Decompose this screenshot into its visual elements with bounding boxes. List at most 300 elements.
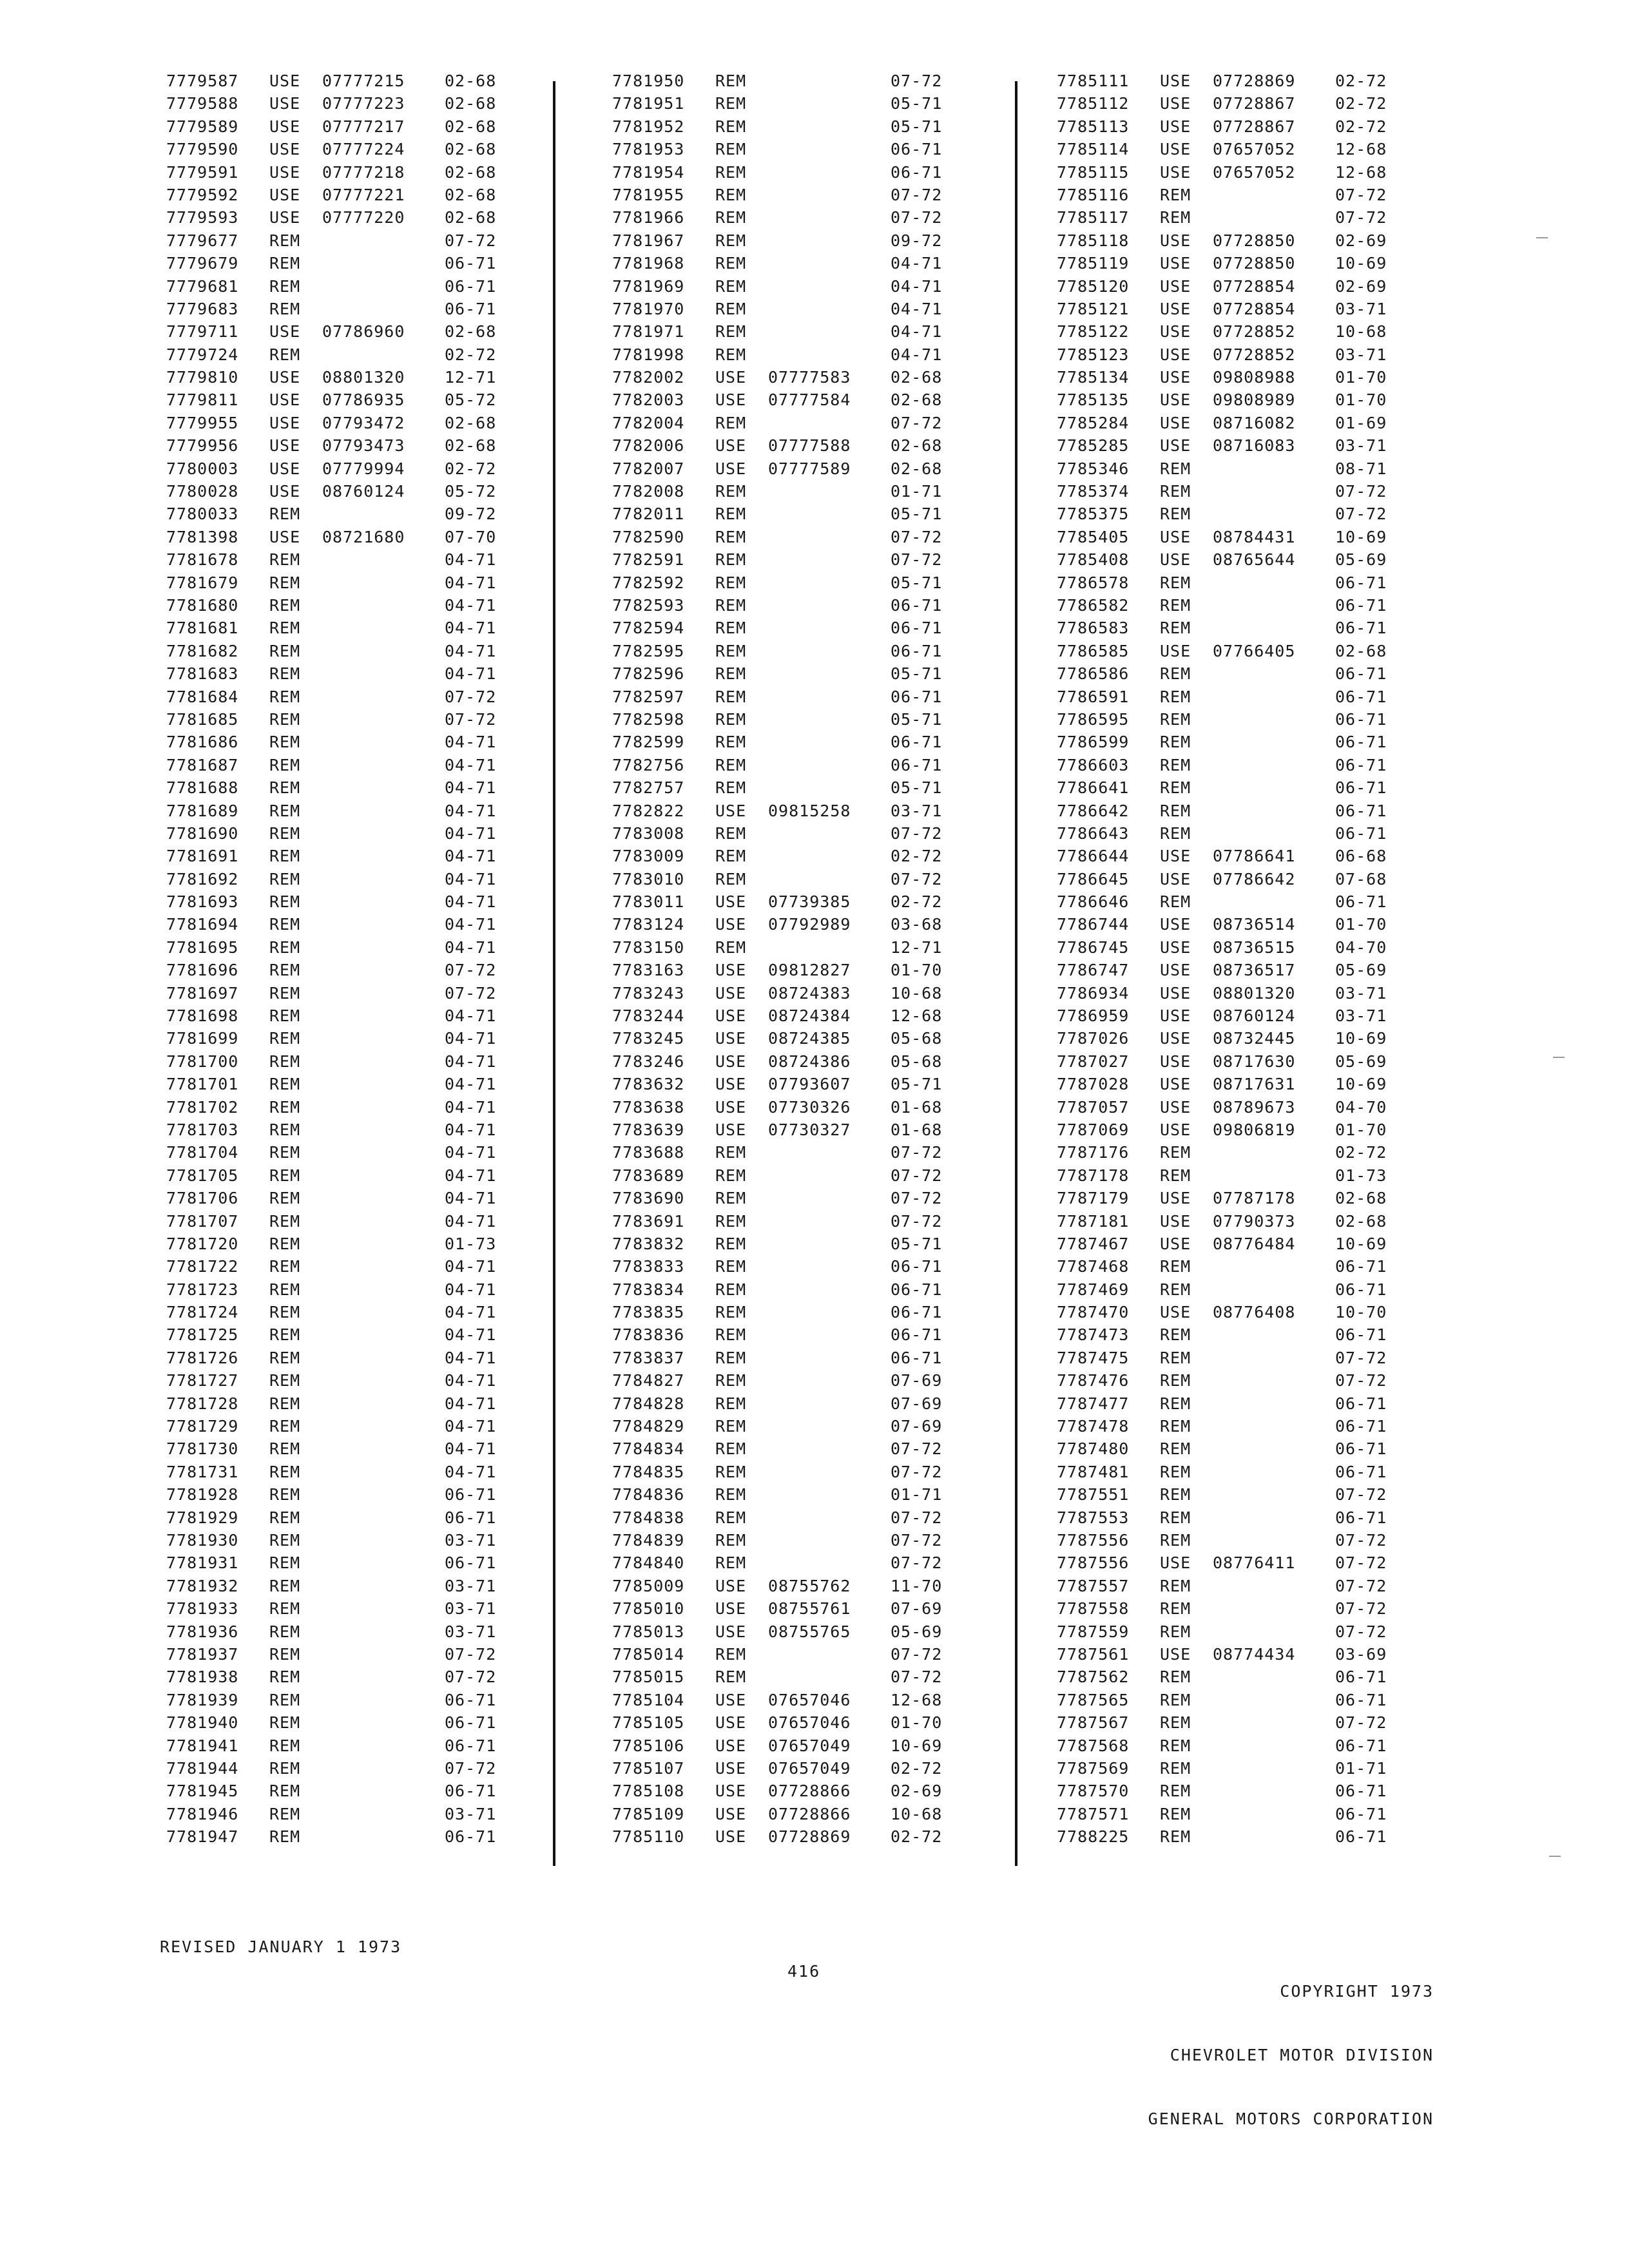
disposition-code: REM [1160,1758,1191,1778]
part-number: 7785015 [612,1667,685,1687]
disposition-code: REM [715,595,747,615]
listing-row [166,1392,522,1415]
part-number: 7785120 [1057,276,1130,296]
date-code: 06-71 [1335,1280,1387,1299]
listing-row [612,1255,968,1278]
replacement-part: 07777589 [768,459,851,478]
replacement-part: 08724386 [768,1052,851,1071]
replacement-part: 08732445 [1213,1029,1296,1048]
part-number: 7781705 [166,1166,239,1185]
part-number: 7780003 [166,459,239,478]
disposition-code: REM [1160,1827,1191,1847]
date-code: 06-71 [891,619,943,638]
listing-row [166,343,522,366]
disposition-code: REM [269,1257,301,1276]
date-code: 06-71 [445,1713,497,1733]
part-number: 7783688 [612,1143,685,1162]
listing-row [612,1461,968,1483]
listing-row [166,1096,522,1119]
part-number: 7785013 [612,1622,685,1641]
disposition-code: REM [269,619,301,638]
part-number: 7779811 [166,390,239,410]
disposition-code: USE [715,368,747,387]
date-code: 12-68 [891,1006,943,1026]
disposition-code: REM [1160,1166,1191,1185]
listing-row [166,434,522,457]
listing-row [1057,868,1412,890]
date-code: 07-72 [445,1644,497,1664]
part-number: 7787026 [1057,1029,1130,1048]
date-code: 06-71 [445,1485,497,1504]
date-code: 02-72 [891,1758,943,1778]
listing-row [1057,890,1412,913]
listing-row [1057,1735,1412,1757]
listing-row [166,1050,522,1073]
disposition-code: REM [269,1644,301,1664]
part-number: 7781700 [166,1052,239,1071]
part-number: 7786645 [1057,869,1130,889]
date-code: 02-69 [891,1782,943,1801]
replacement-part: 07777218 [322,162,405,182]
listing-row [612,434,968,457]
disposition-code: USE [1160,413,1191,432]
listing-row [166,1027,522,1050]
replacement-part: 07728852 [1213,322,1296,341]
disposition-code: REM [269,1508,301,1527]
date-code: 06-71 [445,254,497,273]
disposition-code: REM [1160,1257,1191,1276]
part-number: 7787559 [1057,1622,1130,1641]
disposition-code: REM [269,869,301,889]
replacement-part: 07777215 [322,72,405,90]
disposition-code: REM [269,1234,301,1253]
listing-row [612,1004,968,1027]
disposition-code: REM [1160,1599,1191,1619]
listing-row [612,70,968,92]
part-number: 7784838 [612,1508,685,1527]
listing-row [612,868,968,890]
disposition-code: REM [269,664,301,684]
disposition-code: REM [1160,1508,1191,1527]
date-code: 07-72 [1335,208,1387,227]
listing-row [166,1278,522,1301]
date-code: 05-71 [891,117,943,136]
disposition-code: REM [1160,1462,1191,1481]
listing-row [612,92,968,115]
listing-row [166,1689,522,1711]
listing-row [1057,1461,1412,1483]
date-code: 07-72 [891,208,943,227]
listing-row [166,1187,522,1209]
date-code: 06-71 [1335,709,1387,729]
date-code: 08-71 [1335,459,1387,478]
listing-row [166,1483,522,1506]
part-number: 7787556 [1057,1531,1130,1550]
part-number: 7783835 [612,1303,685,1322]
disposition-code: REM [269,1736,301,1755]
listing-row [166,1506,522,1529]
disposition-code: USE [269,117,301,136]
listing-row [612,1506,968,1529]
replacement-part: 07728869 [768,1827,851,1847]
replacement-part: 07793472 [322,413,405,432]
disposition-code: USE [1160,550,1191,570]
disposition-code: USE [1160,1211,1191,1231]
disposition-code: USE [269,390,301,410]
date-code: 07-72 [891,1189,943,1208]
listing-row [612,138,968,160]
listing-row [612,1437,968,1460]
date-code: 07-69 [891,1371,943,1390]
part-number: 7783689 [612,1166,685,1185]
listing-row [166,1711,522,1734]
copyright-line: COPYRIGHT 1973 [1280,1982,1434,2001]
listing-row [166,822,522,845]
replacement-part: 07657046 [768,1690,851,1709]
part-number: 7787027 [1057,1052,1130,1071]
date-code: 06-71 [1335,664,1387,684]
listing-row [166,572,522,594]
part-number: 7783639 [612,1120,685,1139]
date-code: 02-72 [891,847,943,866]
date-code: 10-69 [1335,527,1387,546]
part-number: 7781998 [612,345,685,364]
part-number: 7787467 [1057,1234,1130,1253]
disposition-code: REM [715,1394,747,1413]
disposition-code: REM [1160,1782,1191,1801]
date-code: 04-71 [445,641,497,660]
disposition-code: REM [715,505,747,524]
date-code: 04-71 [445,1052,497,1071]
listing-row [166,594,522,617]
part-number: 7782596 [612,664,685,684]
disposition-code: USE [715,1052,747,1071]
disposition-code: REM [1160,733,1191,752]
listing-row [1057,754,1412,776]
disposition-code: REM [269,1622,301,1641]
date-code: 01-70 [1335,390,1387,410]
replacement-part: 09808988 [1213,368,1296,387]
part-number: 7782756 [612,755,685,774]
date-code: 06-71 [1335,892,1387,912]
disposition-code: USE [715,983,747,1003]
part-number: 7781933 [166,1599,239,1619]
disposition-code: USE [715,1029,747,1048]
date-code: 03-71 [445,1804,497,1823]
disposition-code: USE [1160,847,1191,866]
part-number: 7786745 [1057,937,1130,957]
disposition-code: USE [715,1690,747,1709]
disposition-code: REM [715,1439,747,1459]
part-number: 7785009 [612,1576,685,1595]
part-number: 7781696 [166,961,239,980]
part-number: 7787567 [1057,1713,1130,1733]
disposition-code: REM [1160,778,1191,798]
part-number: 7781954 [612,162,685,182]
date-code: 06-71 [445,1690,497,1709]
disposition-code: USE [1160,1234,1191,1253]
listing-row [1057,936,1412,959]
disposition-code: REM [1160,1417,1191,1436]
disposition-code: REM [269,1667,301,1687]
listing-row [1057,412,1412,434]
part-number: 7780033 [166,505,239,524]
date-code: 04-71 [891,322,943,341]
disposition-code: USE [1160,1006,1191,1026]
part-number: 7779592 [166,185,239,204]
part-number: 7779589 [166,117,239,136]
disposition-code: USE [715,1713,747,1733]
listing-row [166,708,522,731]
date-code: 02-68 [891,459,943,478]
replacement-part: 07786960 [322,322,405,341]
listing-row [1057,92,1412,115]
part-number: 7781681 [166,619,239,638]
disposition-code: REM [715,1257,747,1276]
date-code: 07-72 [1335,1599,1387,1619]
listing-row [166,526,522,548]
part-number: 7781929 [166,1508,239,1527]
part-number: 7785109 [612,1804,685,1823]
disposition-code: REM [269,937,301,957]
date-code: 02-68 [891,390,943,410]
replacement-part: 08724385 [768,1029,851,1048]
part-number: 7779677 [166,231,239,250]
replacement-part: 08755765 [768,1622,851,1641]
disposition-code: REM [269,915,301,934]
listing-row [166,936,522,959]
part-number: 7781725 [166,1325,239,1345]
date-code: 04-71 [445,1075,497,1094]
date-code: 07-72 [1335,505,1387,524]
part-number: 7779711 [166,322,239,341]
date-code: 05-71 [891,573,943,592]
replacement-part: 08776411 [1213,1553,1296,1573]
replacement-part: 07787178 [1213,1189,1296,1208]
disposition-code: REM [269,1713,301,1733]
date-code: 05-72 [445,390,497,410]
disposition-code: USE [269,482,301,501]
disposition-code: USE [715,1804,747,1823]
disposition-code: USE [1160,1029,1191,1048]
replacement-part: 07793607 [768,1075,851,1094]
margin-mark [1536,237,1548,238]
part-number: 7785346 [1057,459,1130,478]
disposition-code: REM [1160,1371,1191,1390]
date-code: 04-71 [445,1257,497,1276]
replacement-part: 07728866 [768,1804,851,1823]
part-number: 7781944 [166,1758,239,1778]
date-code: 04-71 [445,1097,497,1117]
disposition-code: REM [715,1143,747,1162]
disposition-code: REM [269,1599,301,1619]
disposition-code: REM [1160,185,1191,204]
part-number: 7781947 [166,1827,239,1847]
replacement-part: 07777221 [322,185,405,204]
listing-row [1057,1506,1412,1529]
listing-row [1057,800,1412,822]
part-number: 7787570 [1057,1782,1130,1801]
listing-row [166,1437,522,1460]
listing-row [166,1233,522,1255]
listing-row [1057,275,1412,298]
listing-row [166,115,522,138]
part-number: 7779955 [166,413,239,432]
part-number: 7779593 [166,208,239,227]
disposition-code: USE [1160,72,1191,90]
listing-row [1057,1233,1412,1255]
listing-row [1057,1323,1412,1346]
listing-row [1057,1689,1412,1711]
date-code: 07-72 [445,983,497,1003]
date-code: 02-68 [445,94,497,113]
listing-row [1057,1369,1412,1392]
listing-row [1057,298,1412,320]
date-code: 04-71 [445,733,497,752]
listing-row [1057,1004,1412,1027]
listing-row [1057,1803,1412,1825]
disposition-code: REM [269,1189,301,1208]
date-code: 02-68 [1335,1189,1387,1208]
part-number: 7781969 [612,276,685,296]
date-code: 07-72 [1335,482,1387,501]
part-number: 7781703 [166,1120,239,1139]
replacement-part: 07657052 [1213,162,1296,182]
part-number: 7782592 [612,573,685,592]
part-number: 7782595 [612,641,685,660]
listing-row [166,320,522,343]
listing-row [612,662,968,685]
listing-row [612,1552,968,1574]
disposition-code: USE [269,322,301,341]
disposition-code: REM [715,550,747,570]
listing-row [612,1666,968,1688]
date-code: 07-72 [1335,1531,1387,1550]
disposition-code: REM [1160,1576,1191,1595]
listing-row [612,982,968,1004]
disposition-code: REM [1160,482,1191,501]
part-number: 7781680 [166,595,239,615]
listing-row [612,1575,968,1597]
listing-row [166,389,522,411]
part-number: 7783834 [612,1280,685,1299]
date-code: 03-71 [445,1599,497,1619]
disposition-code: REM [1160,208,1191,227]
disposition-code: REM [715,937,747,957]
date-code: 10-68 [891,1804,943,1823]
listing-row [1057,572,1412,594]
date-code: 05-69 [1335,550,1387,570]
part-number: 7785123 [1057,345,1130,364]
part-number: 7781726 [166,1348,239,1367]
listing-row [1057,480,1412,503]
date-code: 03-71 [891,801,943,820]
date-code: 07-69 [891,1394,943,1413]
disposition-code: REM [1160,1280,1191,1299]
replacement-part: 07728866 [768,1782,851,1801]
replacement-part: 07728850 [1213,231,1296,250]
part-number: 7786641 [1057,778,1130,798]
date-code: 05-71 [891,94,943,113]
listing-row [166,1643,522,1666]
part-number: 7787561 [1057,1644,1130,1664]
part-number: 7783833 [612,1257,685,1276]
date-code: 05-69 [891,1622,943,1641]
replacement-part: 08736514 [1213,915,1296,934]
date-code: 07-72 [1335,1576,1387,1595]
listing-row [612,1483,968,1506]
part-number: 7784828 [612,1394,685,1413]
part-number: 7785107 [612,1758,685,1778]
listing-row [612,343,968,366]
part-number: 7781724 [166,1303,239,1322]
part-number: 7786578 [1057,573,1130,592]
part-number: 7787480 [1057,1439,1130,1459]
disposition-code: REM [1160,459,1191,478]
disposition-code: REM [269,1690,301,1709]
listing-row [1057,70,1412,92]
listing-row [166,754,522,776]
listing-row [1057,1096,1412,1119]
part-number: 7781679 [166,573,239,592]
listing-row [1057,1301,1412,1323]
part-number: 7785110 [612,1827,685,1847]
date-code: 06-71 [445,1736,497,1755]
date-code: 02-69 [1335,276,1387,296]
part-number: 7787477 [1057,1394,1130,1413]
date-code: 02-72 [1335,117,1387,136]
listing-row [1057,1210,1412,1233]
date-code: 05-69 [1335,1052,1387,1071]
date-code: 02-68 [445,185,497,204]
listing-row [1057,845,1412,867]
date-code: 04-71 [891,299,943,318]
listing-row [1057,959,1412,981]
listing-row [612,731,968,753]
listing-row [1057,776,1412,799]
part-number: 7780028 [166,482,239,501]
disposition-code: REM [715,1462,747,1481]
listing-row [166,800,522,822]
part-number: 7781930 [166,1531,239,1550]
date-code: 04-70 [1335,937,1387,957]
listing-row [612,412,968,434]
part-number: 7783011 [612,892,685,912]
disposition-code: REM [1160,1325,1191,1345]
listing-row [1057,1643,1412,1666]
part-number: 7781684 [166,687,239,706]
date-code: 07-72 [891,1667,943,1687]
listing-row [612,822,968,845]
part-number: 7785105 [612,1713,685,1733]
part-number: 7783691 [612,1211,685,1231]
replacement-part: 07728854 [1213,276,1296,296]
part-number: 7786934 [1057,983,1130,1003]
date-code: 06-71 [1335,1417,1387,1436]
replacement-part: 08736515 [1213,937,1296,957]
listing-row [612,1210,968,1233]
margin-mark [1549,1856,1561,1857]
listing-row [612,1735,968,1757]
part-number: 7781687 [166,755,239,774]
listing-row [612,1803,968,1825]
listing-row [166,298,522,320]
part-number: 7784835 [612,1462,685,1481]
disposition-code: REM [269,961,301,980]
listing-row [1057,1825,1412,1848]
listing-row [166,275,522,298]
date-code: 06-71 [1335,1736,1387,1755]
